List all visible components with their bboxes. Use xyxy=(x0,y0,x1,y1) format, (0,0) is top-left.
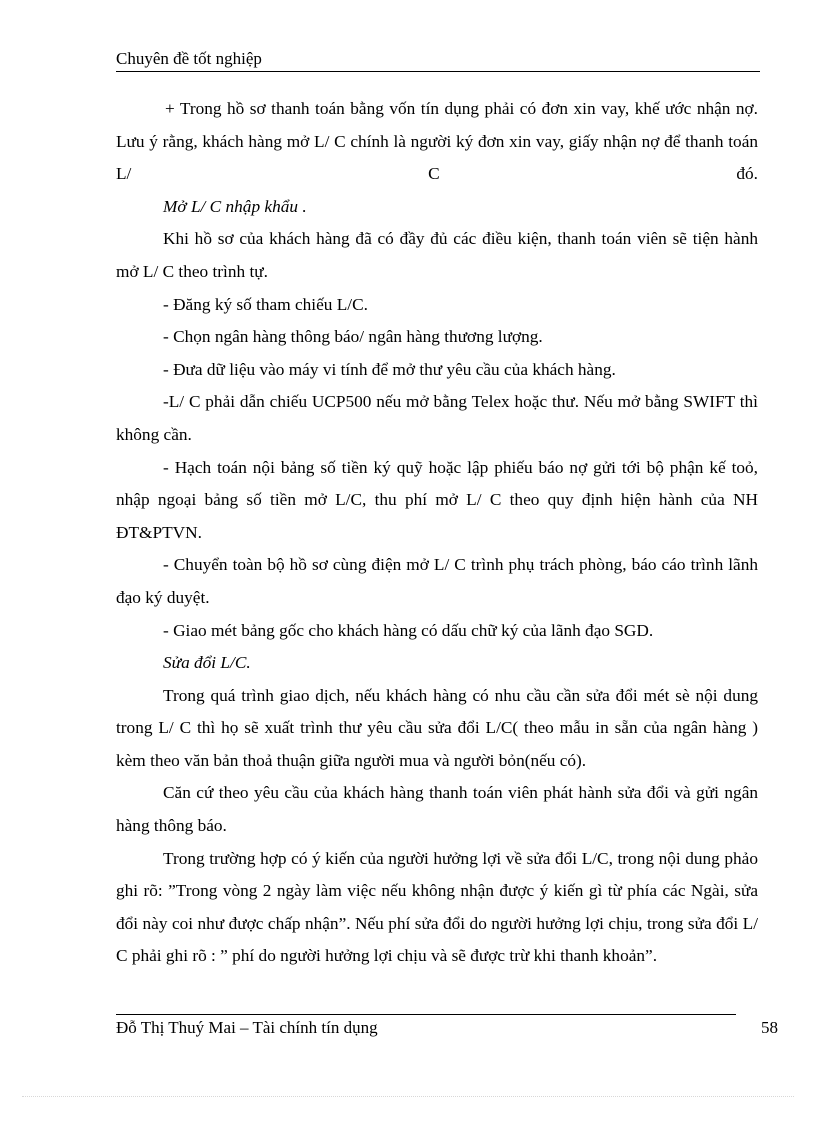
page-number: 58 xyxy=(761,1018,778,1037)
paragraph-open-lc-procedure: Khi hồ sơ của khách hàng đã có đầy đủ các điều kiện, thanh toán viên sẽ tiện hành mở L/ C theo trình tự. xyxy=(116,229,758,281)
page-header: Chuyên đề tốt nghiệp xyxy=(116,49,760,72)
footer-divider xyxy=(116,1014,736,1015)
list-item-reference-number: - Đăng ký số tham chiếu L/C. xyxy=(163,294,368,314)
list-item-transfer-docs: - Chuyển toàn bộ hồ sơ cùng điện mở L/ C trình phụ trách phòng, báo cáo trình lãnh đạo ký duyệt. xyxy=(116,555,758,607)
section-heading-open-lc: Mở L/ C nhập khẩu . xyxy=(163,196,307,216)
page-bottom-dotted-line xyxy=(22,1096,794,1097)
paragraph-credit-loan-docs: + Trong hồ sơ thanh toán bằng vốn tín dụng phải có đơn xin vay, khế ước nhận nợ. Lưu ý rằng, khách hàng mở L/ C chính là người ký đơn xin vay, giấy nhận nợ để thanh toán L/ C đó. xyxy=(116,99,758,184)
paragraph-amend-beneficiary: Trong trường hợp có ý kiến của người hưởng lợi về sửa đổi L/C, trong nội dung phảo ghi rõ: ”Trong vòng 2 ngày làm việc nếu không nhận được ý kiến gì từ phía các Ngài, sửa đổi này coi như được chấp nhận”. Nếu phí sửa đổi do người hưởng lợi chịu, trong sửa đổi L/ C phải ghi rõ : ” phí do người hưởng lợi chịu và sẽ được trừ khi thanh khoản”. xyxy=(116,848,758,966)
list-item-ucp500: -L/ C phải dẫn chiếu UCP500 nếu mở bằng Telex hoặc thư. Nếu mở bằng SWIFT thì không cần. xyxy=(116,392,758,444)
list-item-choose-bank: - Chọn ngân hàng thông báo/ ngân hàng thương lượng. xyxy=(163,327,543,347)
list-item-enter-data: - Đưa dữ liệu vào máy vi tính để mở thư yêu cầu của khách hàng. xyxy=(163,359,616,379)
document-body xyxy=(116,93,758,973)
list-item-accounting: - Hạch toán nội bảng số tiền ký quỹ hoặc lập phiếu báo nợ gửi tới bộ phận kế toỏ, nhập ngoại bảng số tiền mở L/C, thu phí mở L/ C theo quy định hiện hành của NH ĐT&PTVN. xyxy=(116,457,758,542)
section-heading-amend-lc: Sửa đổi L/C. xyxy=(163,653,251,673)
paragraph-amend-issue: Căn cứ theo yêu cầu của khách hàng thanh toán viên phát hành sửa đổi và gửi ngân hàng thông báo. xyxy=(116,783,758,836)
paragraph-amend-request: Trong quá trình giao dịch, nếu khách hàng có nhu cầu cần sửa đổi mét sè nội dung trong L/ C thì họ sẽ xuất trình thư yêu cầu sửa đổi L/C( theo mẫu in sẵn của ngân hàng ) kèm theo văn bản thoả thuận giữa người mua và người bỏn(nếu có). xyxy=(116,685,758,770)
footer-author: Đỗ Thị Thuý Mai – Tài chính tín dụng xyxy=(116,1018,378,1037)
list-item-deliver-original: - Giao mét bảng gốc cho khách hàng có dấu chữ ký của lãnh đạo SGD. xyxy=(163,620,654,640)
